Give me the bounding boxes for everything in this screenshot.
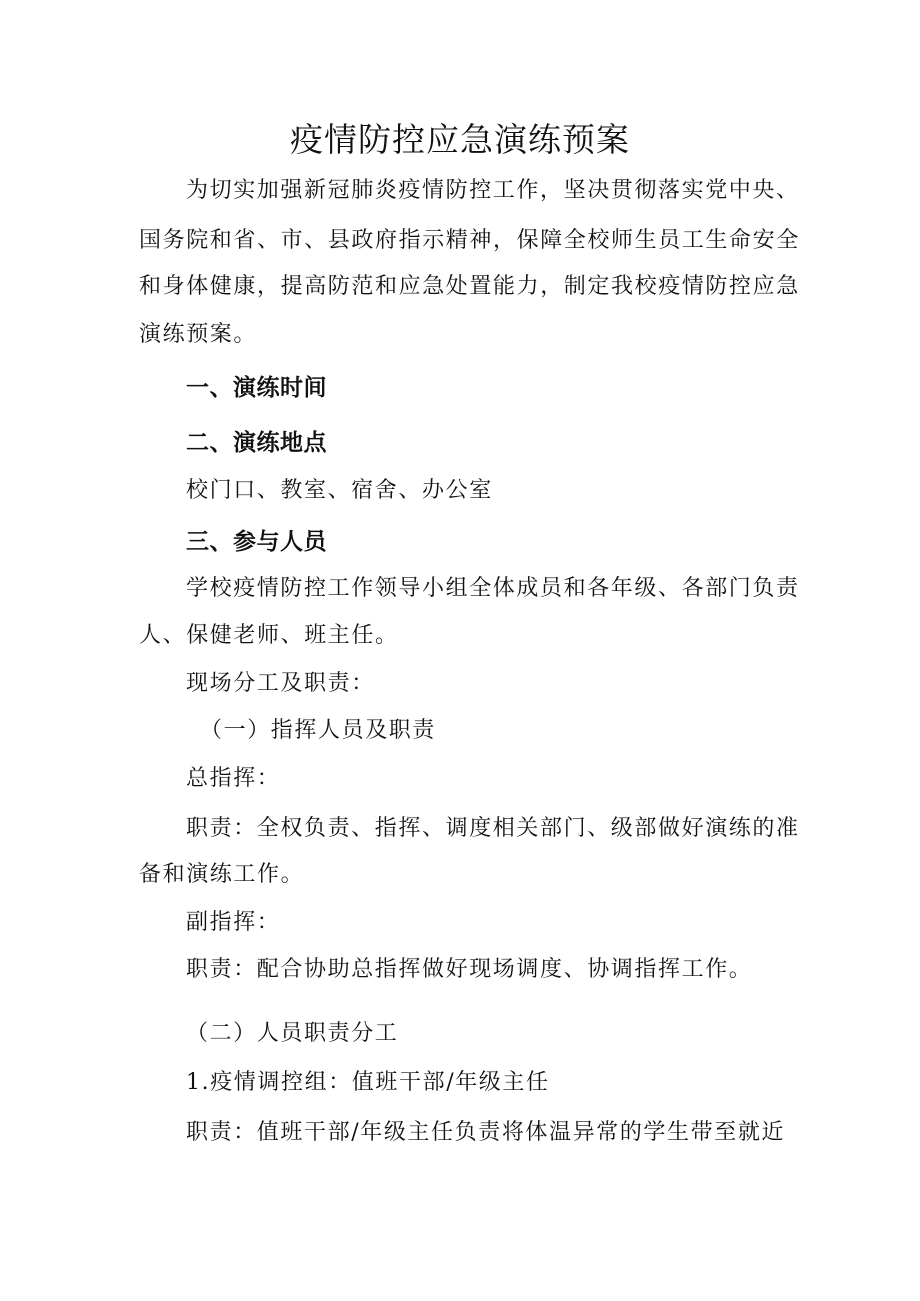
- location-content: 校门口、教室、宿舍、办公室: [186, 478, 493, 503]
- division-label: 现场分工及职责：: [186, 671, 375, 696]
- participants-line-1: 学校疫情防控工作领导小组全体成员和各年级、各部门负责: [186, 576, 800, 601]
- subsection-title-command: （一）指挥人员及职责: [200, 718, 437, 743]
- participants-line-2: 人、保健老师、班主任。: [139, 623, 399, 648]
- section-heading-location: 二、演练地点: [186, 430, 327, 456]
- intro-line-1: 为切实加强新冠肺炎疫情防控工作，坚决贯彻落实党中央、: [186, 178, 800, 203]
- intro-line-2: 国务院和省、市、县政府指示精神，保障全校师生员工生命安全: [139, 228, 800, 253]
- commander-duty-line-1: 职责：全权负责、指挥、调度相关部门、级部做好演练的准: [186, 816, 800, 841]
- deputy-duty: 职责：配合协助总指挥做好现场调度、协调指挥工作。: [186, 957, 753, 982]
- deputy-label: 副指挥：: [186, 910, 281, 935]
- intro-line-4: 演练预案。: [139, 322, 258, 347]
- section-heading-participants: 三、参与人员: [186, 529, 327, 555]
- section-heading-time: 一、演练时间: [186, 375, 327, 401]
- intro-line-3: 和身体健康，提高防范和应急处置能力，制定我校疫情防控应急: [139, 274, 800, 299]
- group-1-duty: 职责：值班干部/年级主任负责将体温异常的学生带至就近: [186, 1120, 786, 1145]
- commander-label: 总指挥：: [186, 766, 281, 791]
- group-1-title: 1.疫情调控组：值班干部/年级主任: [186, 1070, 550, 1095]
- document-title: 疫情防控应急演练预案: [290, 120, 630, 159]
- commander-duty-line-2: 备和演练工作。: [139, 862, 305, 887]
- subsection-title-duties: （二）人员职责分工: [186, 1021, 399, 1046]
